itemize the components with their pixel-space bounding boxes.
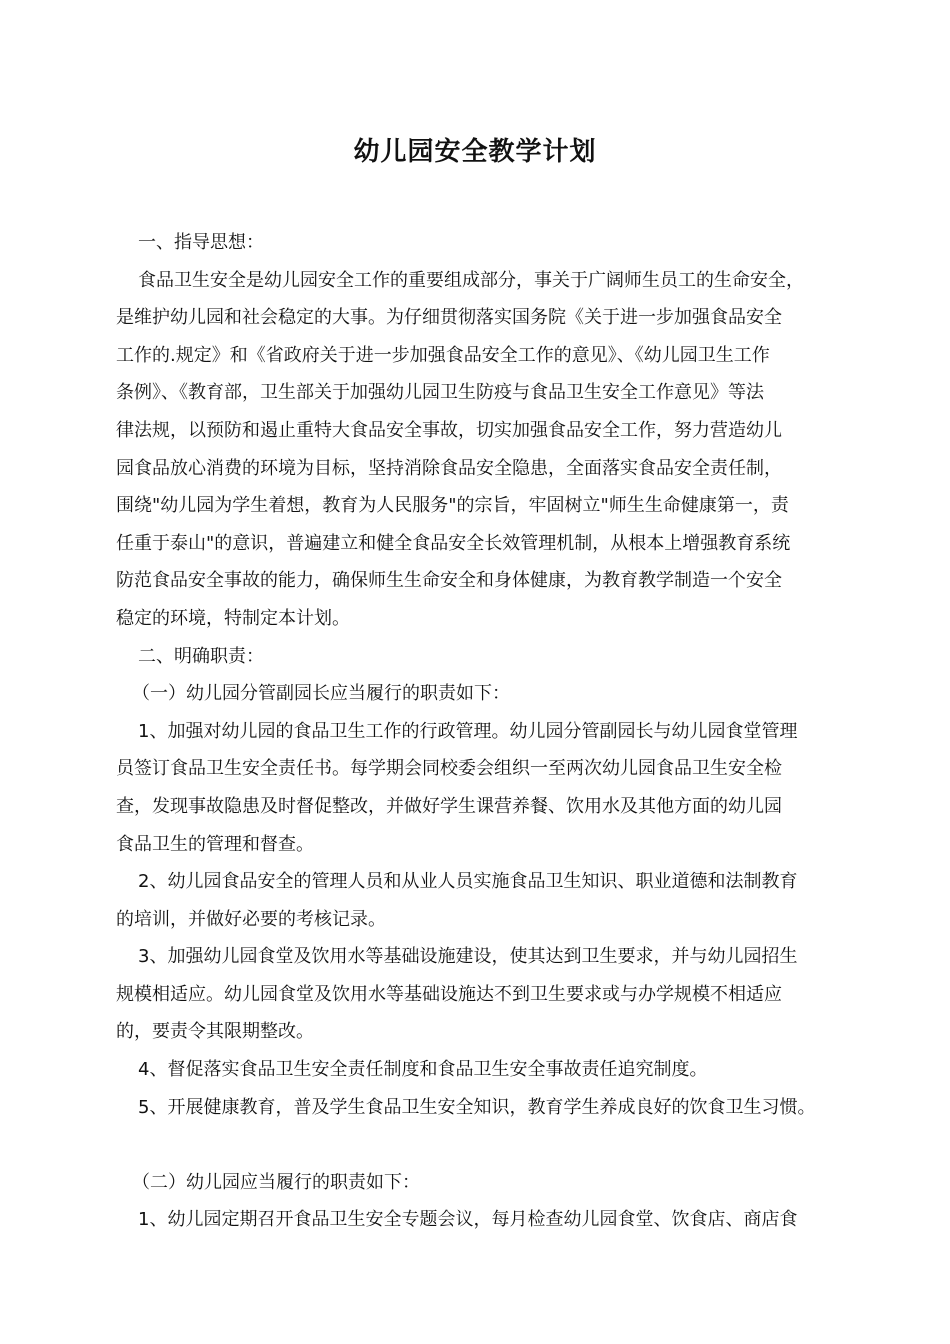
subsection-heading-vice-principal: （一）幼儿园分管副园长应当履行的职责如下： [132,683,510,705]
list-item-line: 5、开展健康教育，普及学生食品卫生安全知识，教育学生养成良好的饮食卫生习惯。 [138,1096,816,1118]
paragraph-line: 工作的.规定》和《省政府关于进一步加强食品安全工作的意见》、《幼儿园卫生工作 [116,344,770,366]
list-item-line: 员签订食品卫生安全责任书。每学期会同校委会组织一至两次幼儿园食品卫生安全检 [116,758,782,780]
list-item-line: 食品卫生的管理和督查。 [116,833,314,855]
list-item-line: 4、督促落实食品卫生安全责任制度和食品卫生安全事故责任追究制度。 [138,1059,708,1081]
list-item-line: 的培训，并做好必要的考核记录。 [116,908,386,930]
list-item-line: 的，要责令其限期整改。 [116,1021,314,1043]
paragraph-line: 防范食品安全事故的能力，确保师生生命安全和身体健康，为教育教学制造一个安全 [116,570,782,592]
document-title: 幼儿园安全教学计划 [353,137,597,167]
list-item-line: 规模相适应。幼儿园食堂及饮用水等基础设施达不到卫生要求或与办学规模不相适应 [116,983,782,1005]
paragraph-line: 稳定的环境，特制定本计划。 [116,607,350,629]
list-item-line: 1、加强对幼儿园的食品卫生工作的行政管理。幼儿园分管副园长与幼儿园食堂管理 [138,720,798,742]
subsection-heading-kindergarten: （二）幼儿园应当履行的职责如下： [132,1171,420,1193]
paragraph-line: 围绕"幼儿园为学生着想，教育为人民服务"的宗旨，牢固树立"师生生命健康第一，责 [116,495,789,517]
paragraph-line: 食品卫生安全是幼儿园安全工作的重要组成部分，事关于广阔师生员工的生命安全， [138,269,804,291]
section-heading-guiding-ideology: 一、指导思想： [138,232,264,253]
paragraph-line: 园食品放心消费的环境为目标，坚持消除食品安全隐患，全面落实食品安全责任制， [116,457,782,479]
document-body [116,224,840,1239]
paragraph-line: 律法规，以预防和遏止重特大食品安全事故，切实加强食品安全工作，努力营造幼儿 [116,419,782,441]
section-heading-responsibilities: 二、明确职责： [138,645,264,667]
paragraph-line: 条例》、《教育部，卫生部关于加强幼儿园卫生防疫与食品卫生安全工作意见》等法 [116,382,764,404]
list-item-line: 3、加强幼儿园食堂及饮用水等基础设施建设，使其达到卫生要求，并与幼儿园招生 [138,946,798,968]
blank-line [116,1126,840,1164]
paragraph-line: 是维护幼儿园和社会稳定的大事。为仔细贯彻落实国务院《关于进一步加强食品安全 [116,307,782,329]
paragraph-line: 任重于泰山"的意识，普遍建立和健全食品安全长效管理机制，从根本上增强教育系统 [116,532,791,554]
list-item-line: 查，发现事故隐患及时督促整改，并做好学生课营养餐、饮用水及其他方面的幼儿园 [116,795,782,817]
list-item-line: 2、幼儿园食品安全的管理人员和从业人员实施食品卫生知识、职业道德和法制教育 [138,871,798,893]
list-item-line: 1、幼儿园定期召开食品卫生安全专题会议，每月检查幼儿园食堂、饮食店、商店食 [138,1209,798,1231]
